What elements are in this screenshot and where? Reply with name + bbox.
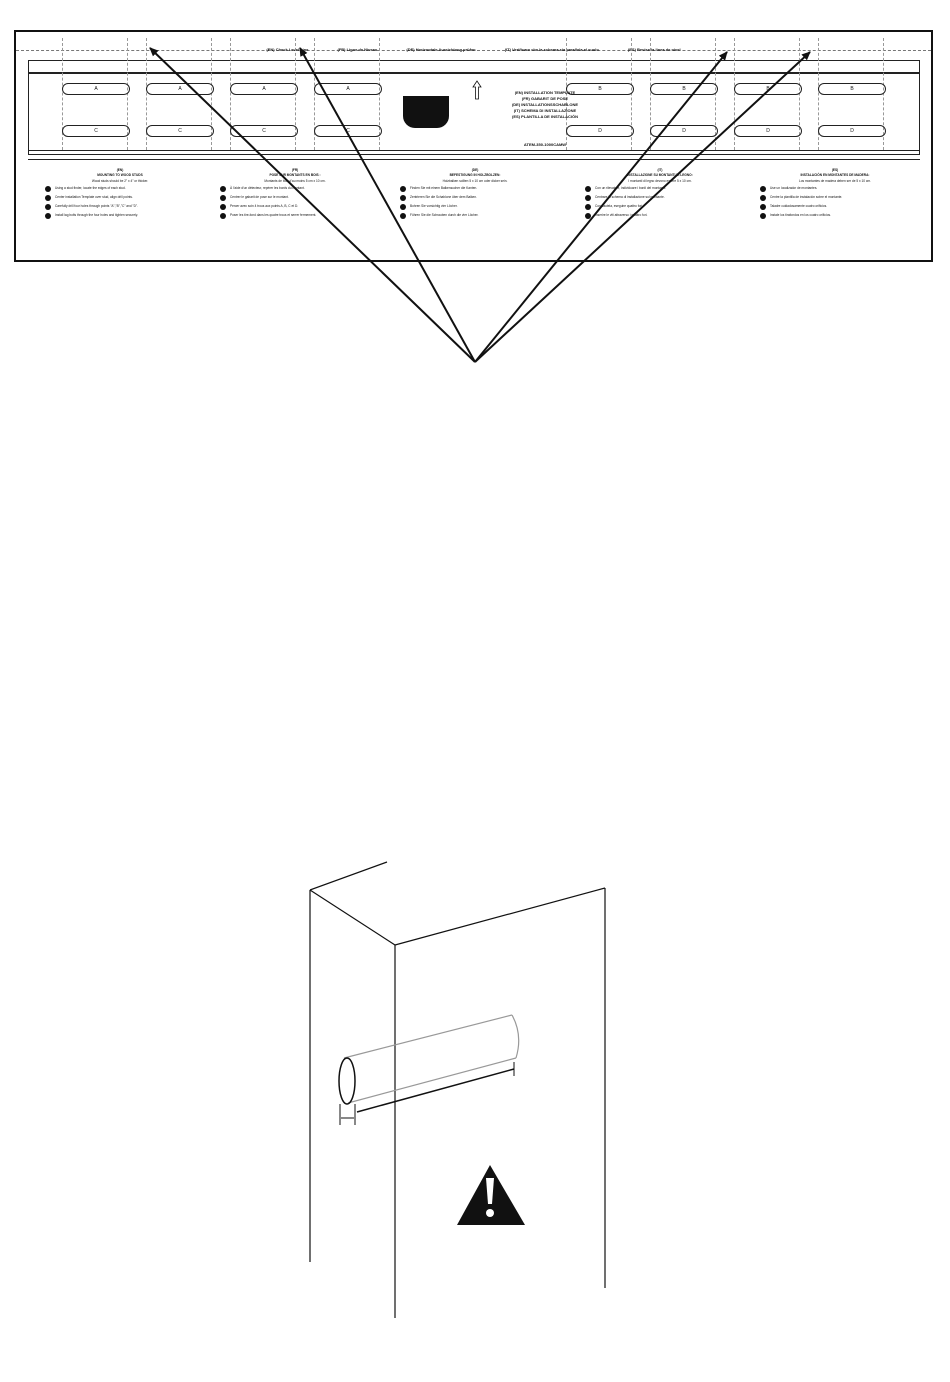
mount-slot-a: A [146,83,214,95]
instruction-step: Instale los tirafondos en los cuatro orificios. [760,213,910,219]
mount-slot-b: B [818,83,886,95]
instructions-sub: Wood studs should be 2" x 4" or thicker. [91,178,149,183]
instruction-step: Führen Sie die Schrauben durch die vier Löcher. [400,213,550,219]
pointer-arrow [475,52,810,362]
wall-edge [310,890,395,945]
instruction-step: Con un rilevatore, individuare i bordi del montante. [585,186,735,192]
mount-slot-d: D [650,125,718,137]
instructions-sub: Holzbalken sollten 5 x 10 cm oder dicker sein. [442,178,508,183]
template-title-de: (DE) INSTALLATIONSSCHABLONE [511,102,579,107]
instruction-step: Centrare lo schema di installazione sul montante. [585,195,735,201]
instructions-lang: (EN) [116,168,124,172]
template-title-fr: (FR) GABARIT DE POSE [521,96,569,101]
mount-slot-c: C [62,125,130,137]
instructions-title: BEFESTIGUNG IN HOLZBOLZEN: [449,173,501,178]
mount-slot-b: B [566,83,634,95]
wall-edge [395,888,605,945]
dimension-line [357,1069,514,1112]
level-label-it: (IT) Verificare che la schema sia parallela al suolo [504,47,599,52]
mount-slot-a: A [314,83,382,95]
template-title-en: (EN) INSTALLATION TEMPLATE [514,90,576,95]
template-title-es: (ES) PLANTILLA DE INSTALACIÓN [512,114,578,119]
hole-outline [348,1058,516,1103]
instructions-lang: (IT) [657,168,663,172]
template-title-it: (IT) SCHEMA DI INSTALLAZIONE [513,108,577,113]
instruction-step: Taladre cuidadosamente cuatro orificios. [760,204,910,210]
instruction-step: Con cautela, eseguire quattro fori. [585,204,735,210]
instructions-lang: (ES) [831,168,839,172]
instructions-lang: (DE) [471,168,479,172]
mount-slot-a: A [62,83,130,95]
level-label-en: (EN) Check Level Line [266,47,309,52]
wall-edge [310,862,387,890]
instruction-step: Centre la plantilla de instalación sobre el montante. [760,195,910,201]
mount-slot-d: D [566,125,634,137]
drill-hole-illustration [339,1015,519,1125]
instruction-step: Bohren Sie vorsichtig vier Löcher. [400,204,550,210]
instructions-sub: I montanti di legno devono essere 5 x 10 cm. [628,178,692,183]
level-label-es: (ES) Revise la linea de nivel [627,47,681,52]
mount-slot-b: B [650,83,718,95]
instruction-step: Use un localizador de montantes. [760,186,910,192]
instruction-step: Inserire le viti attraverso i quattro fori. [585,213,735,219]
instruction-step: Centrer le gabarit de pose sur le montant. [220,195,370,201]
instructions-sub: Montants de bois d'au moins 5 cm x 10 cm. [264,178,326,183]
level-label-de: (DE) Horizontale Ausrichtung prüfen [406,47,476,52]
mount-slot-c: C [314,125,382,137]
hole-outline [512,1015,519,1058]
instruction-step: Install lag bolts through the four holes and tighten securely. [45,213,195,219]
instruction-step: Finden Sie mit einem Balkensucher die Kanten. [400,186,550,192]
mount-slot-d: D [818,125,886,137]
pointer-arrows [150,48,810,362]
instruction-step: Percer avec soin 4 trous aux points A, B, C et D. [220,204,370,210]
pointer-arrow [150,48,475,362]
pointer-arrow [475,52,727,362]
mount-slot-d: D [734,125,802,137]
instructions-sub: Los montantes de madera deben ser de 5 x 10 cm. [798,178,872,183]
hole-outline [344,1015,512,1058]
mount-slot-b: B [734,83,802,95]
level-label-fr: (FR) Ligne de Niveau [337,47,378,52]
pointer-arrow [300,48,475,362]
instruction-step: Using a stud finder, locate the edges of each stud. [45,186,195,192]
hole-opening [339,1058,355,1104]
mount-slot-c: C [230,125,298,137]
instructions-title: MOUNTING TO WOOD STUDS [97,173,143,178]
instructions-title: INSTALACIÓN EN MONTANTES DE MADERA: [800,173,870,178]
warning-triangle-icon [457,1165,525,1225]
mount-slot-a: A [230,83,298,95]
instructions-title: POSE SUR MONTANTS EN BOIS : [269,173,321,178]
mount-slot-c: C [146,125,214,137]
instruction-step: Zentrieren Sie die Schablone über dem Balken. [400,195,550,201]
instructions-title: INSTALLAZIONE SU MONTANTI DI LEGNO: [627,173,693,178]
instruction-step: Carefully drill four holes through points "A","B","C" and "D". [45,204,195,210]
instruction-step: Center installation Template over stud, align drill points. [45,195,195,201]
instruction-step: À l'aide d'un détecteur, repérer les bords du montant. [220,186,370,192]
part-number: ATEM-350-1000CAMW [523,142,567,147]
instructions-lang: (FR) [291,168,299,172]
instruction-step: Poser les tire-fond dans les quatre trous et serrer fermement. [220,213,370,219]
